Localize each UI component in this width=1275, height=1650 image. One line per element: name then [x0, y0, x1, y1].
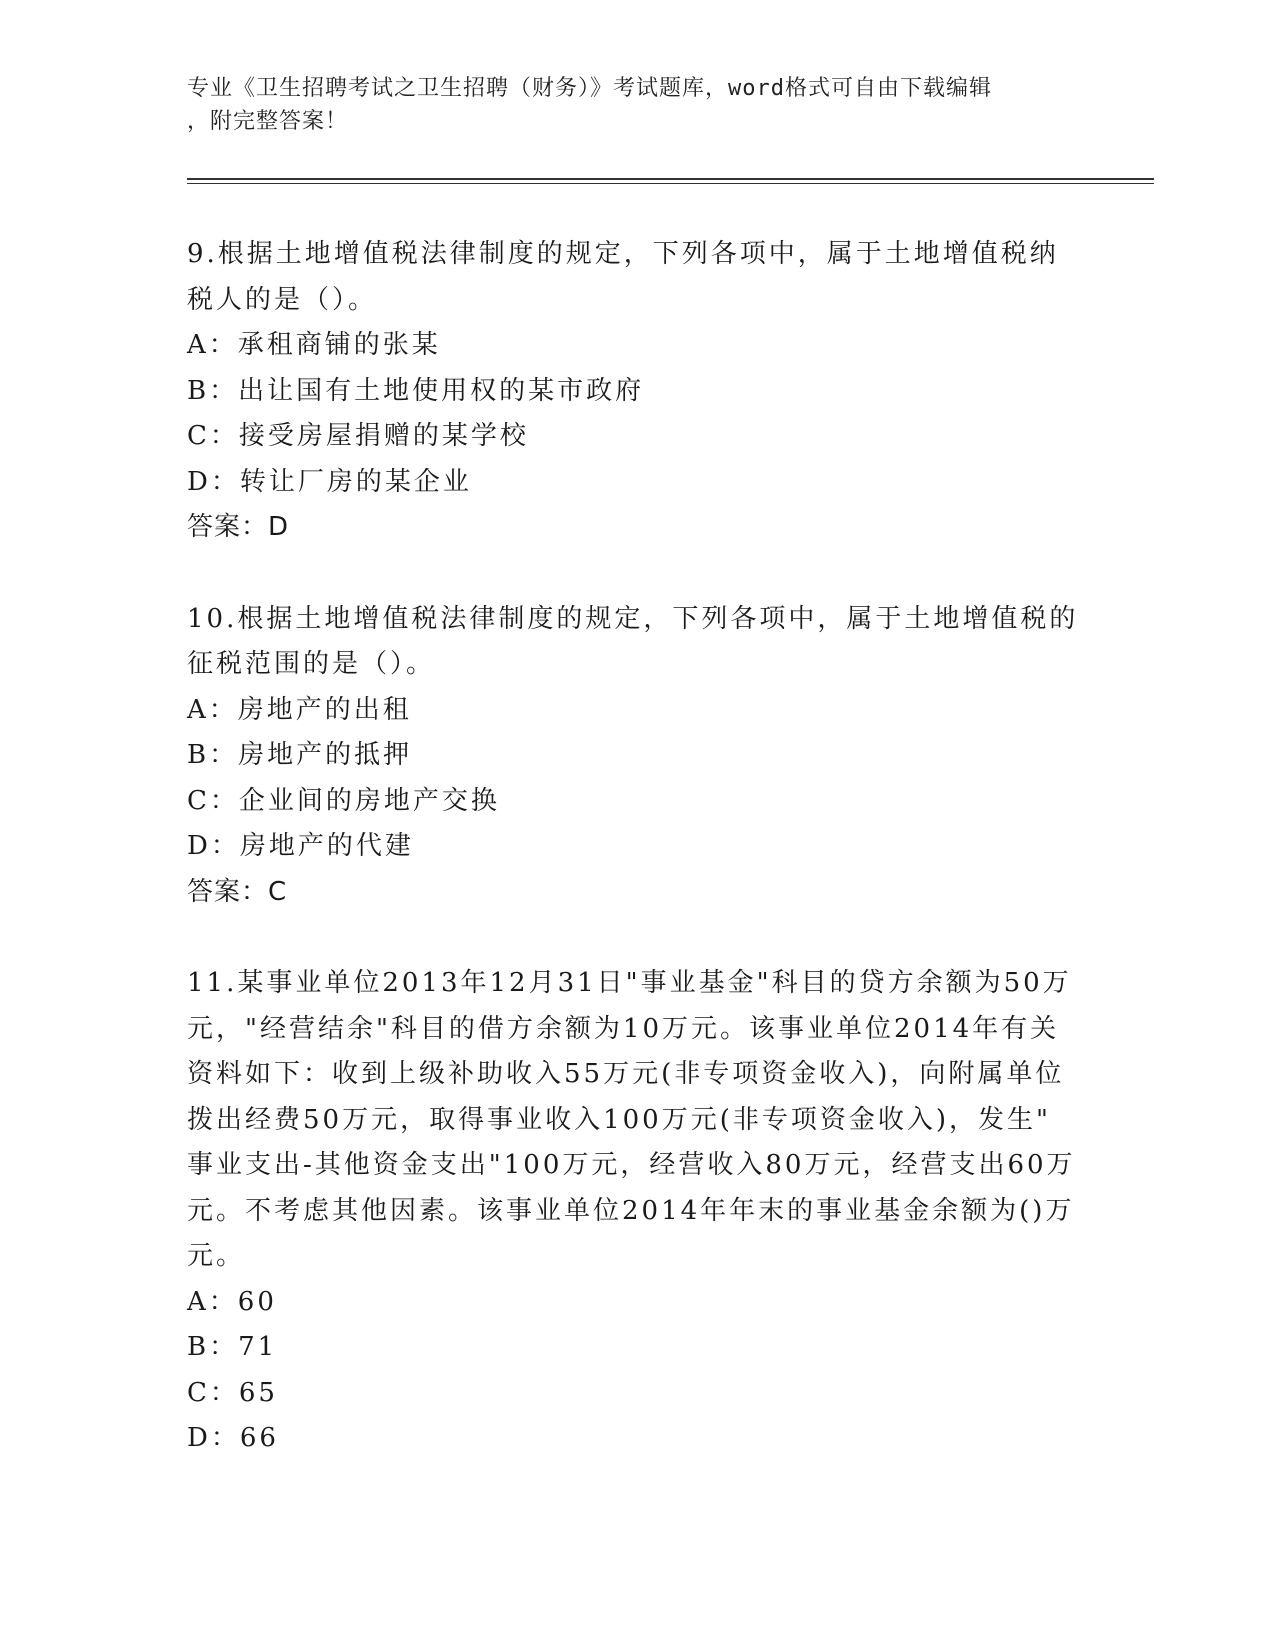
header-divider-top	[187, 178, 1154, 180]
option-c: C：企业间的房地产交换	[187, 785, 500, 816]
answer: 答案：C	[187, 876, 288, 907]
question-stem-line: 元。	[187, 1241, 246, 1271]
question-stem-line: 税人的是（）。	[187, 284, 378, 315]
question-stem-line: 拨出经费50万元，取得事业收入100万元(非专项资金收入)，发生"	[187, 1104, 1051, 1135]
option-c: C：接受房屋捐赠的某学校	[187, 421, 529, 451]
question-list	[187, 232, 1087, 1508]
document-header-note	[187, 72, 1067, 138]
answer: 答案：D	[187, 512, 290, 542]
question-stem-line: 资料如下：收到上级补助收入55万元(非专项资金收入)，向附属单位	[187, 1059, 1065, 1089]
option-c: C：65	[187, 1377, 278, 1408]
question-stem-line: 9.根据土地增值税法律制度的规定，下列各项中，属于土地增值税纳	[187, 239, 1059, 269]
option-a: A：承租商铺的张某	[187, 330, 441, 360]
option-b: B：房地产的抵押	[187, 740, 413, 770]
option-d: D：66	[187, 1423, 279, 1453]
question-stem-line: 元。不考虑其他因素。该事业单位2014年年末的事业基金余额为()万	[187, 1195, 1075, 1226]
option-b: B：出让国有土地使用权的某市政府	[187, 375, 645, 406]
option-b: B：71	[187, 1332, 278, 1362]
question-stem-line: 元，"经营结余"科目的借方余额为10万元。该事业单位2014年有关	[187, 1013, 1060, 1044]
question-stem-line: 征税范围的是（）。	[187, 649, 436, 679]
header-divider-bottom	[187, 183, 1154, 184]
question-11	[187, 961, 1087, 1462]
question-stem-line: 10.根据土地增值税法律制度的规定，下列各项中，属于土地增值税的	[187, 603, 1079, 634]
option-d: D：房地产的代建	[187, 831, 414, 861]
question-stem-line: 事业支出-其他资金支出"100万元，经营收入80万元，经营支出60万	[187, 1150, 1076, 1180]
header-line: ，附完整答案！	[187, 109, 349, 134]
option-a: A：60	[187, 1286, 277, 1317]
option-d: D：转让厂房的某企业	[187, 466, 472, 497]
option-a: A：房地产的出租	[187, 694, 412, 725]
question-9	[187, 232, 1087, 551]
header-line: 专业《卫生招聘考试之卫生招聘（财务）》考试题库，word格式可自由下载编辑	[187, 76, 992, 101]
question-10	[187, 597, 1087, 916]
question-stem-line: 11.某事业单位2013年12月31日"事业基金"科目的贷方余额为50万	[187, 968, 1072, 998]
